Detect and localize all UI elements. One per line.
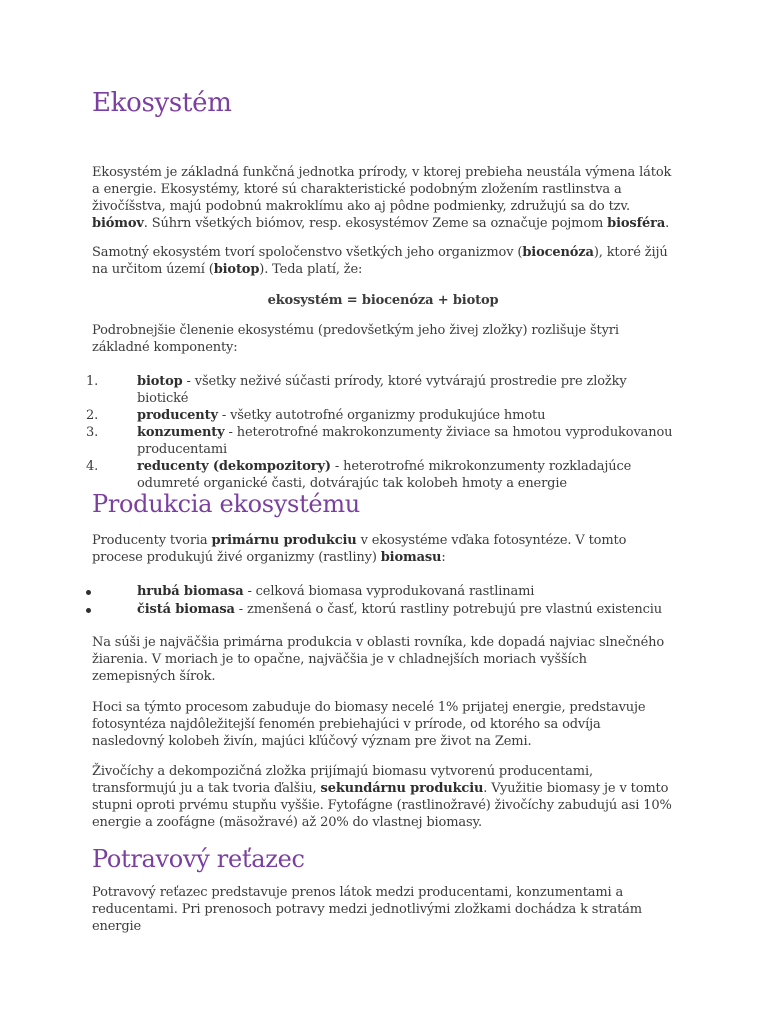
bullet-icon (86, 590, 91, 595)
formula: ekosystém = biocenóza + biotop (267, 293, 499, 308)
list-term: biotop (137, 374, 183, 389)
list-term: hrubá biomasa (137, 584, 244, 599)
text: : (441, 550, 446, 565)
list-item (0, 373, 680, 407)
bold-term-biocenoza: biocenóza (522, 245, 594, 260)
list-term: čistá biomasa (137, 602, 235, 617)
paragraph-potravovy-retazec: Potravový reťazec predstavuje prenos látok medzi producentami, konzumentami a reducentami. Pri prenosoch potravy medzi jednotlivými zložkami dochádza k stratám energie (92, 885, 642, 934)
bold-term-primarna: primárnu produkciu (211, 533, 357, 548)
heading-ekosystem: Ekosystém (92, 88, 232, 118)
paragraph-rovnik: Na súši je najväčšia primárna produkcia v oblasti rovníka, kde dopadá najviac slnečného žiarenia. V moriach je to opačne, najväčšia je v chladnejších moriach vyšších zemepisných šírok. (92, 635, 665, 684)
list-desc: - heterotrofné mikrokonzumenty rozkladajúce odumreté organické časti, dotvárajúc tak kolobeh hmoty a energie (137, 459, 632, 491)
bold-term-biomasu: biomasu (380, 550, 442, 565)
list-term: konzumenty (137, 425, 225, 440)
text: Živočíchy a dekompozičná zložka prijímajú biomasu vytvorenú producentami, transformujú ju a tak tvoria ďalšiu, (92, 764, 593, 796)
text: . Súhrn všetkých biómov, resp. ekosystémov Zeme sa označuje pojmom (143, 216, 608, 231)
list-desc: - heterotrofné makrokonzumenty živiace sa hmotou vyprodukovanou producentami (137, 425, 673, 457)
bold-term-sekundarna: sekundárnu produkciu (320, 781, 484, 796)
heading-potravovy-retazec: Potravový reťazec (92, 845, 305, 873)
paragraph-primarna-produkcia (92, 532, 674, 566)
text: ). Teda platí, že: (259, 262, 363, 277)
list-term: reducenty (dekompozitory) (137, 459, 331, 474)
list-number: 2. (86, 408, 99, 423)
list-item (0, 458, 680, 492)
bullet-icon (86, 608, 91, 613)
list-item (0, 424, 680, 458)
list-term: producenty (137, 408, 218, 423)
paragraph-ekosystem-definition (92, 164, 674, 232)
text: Producenty tvoria (92, 533, 212, 548)
list-number: 3. (86, 425, 99, 440)
list-item (0, 601, 680, 618)
list-desc: - všetky autotrofné organizmy produkujúce hmotu (217, 408, 546, 423)
text: . (665, 216, 670, 231)
list-item (0, 407, 680, 424)
bold-term-biotop: biotop (213, 262, 260, 277)
paragraph-fotosynteza: Hoci sa týmto procesom zabuduje do biomasy necelé 1% prijatej energie, predstavuje fotosyntéza najdôležitejší fenomén prebiehajúci v prírode, od ktorého sa odvíja nasledovný kolobeh živín, majúci kľúčový význam pre život na Zemi. (92, 700, 646, 749)
text: v ekosystéme vďaka fotosyntéze. V tomto procese produkujú živé organizmy (rastliny) (92, 533, 627, 565)
list-desc: - zmenšená o časť, ktorú rastliny potrebujú pre vlastnú existenciu (234, 602, 662, 617)
bold-term-biomov: biómov (92, 216, 144, 231)
biomass-list (0, 583, 680, 618)
text: ), ktoré žijú na určitom území ( (92, 245, 668, 277)
paragraph-biocenoza (92, 244, 674, 278)
list-number: 1. (86, 374, 99, 389)
list-desc: - celková biomasa vyprodukovaná rastlinami (243, 584, 535, 599)
heading-produkcia: Produkcia ekosystému (92, 490, 360, 518)
paragraph-components-intro: Podrobnejšie členenie ekosystému (predovšetkým jeho živej zložky) rozlišuje štyri základné komponenty: (92, 323, 619, 355)
bold-term-biosfera: biosféra (607, 216, 666, 231)
list-desc: - všetky neživé súčasti prírody, ktoré vytvárajú prostredie pre zložky biotické (137, 374, 627, 406)
text: Ekosystém je základná funkčná jednotka prírody, v ktorej prebieha neustála výmena látok a energie. Ekosystémy, ktoré sú charakteristické podobným zložením rastlinstva a živočíšstva, majú podobnú makroklímu ako aj pôdne podmienky, združujú sa do tzv. (92, 165, 672, 214)
list-item (0, 583, 680, 600)
text: . Využitie biomasy je v tomto stupni oproti prvému stupňu vyššie. Fytofágne (rastlinožravé) živočíchy zabudujú asi 10% energie a zoofágne (mäsožravé) až 20% do vlastnej biomasy. (92, 781, 672, 830)
text: Samotný ekosystém tvorí spoločenstvo všetkých jeho organizmov ( (92, 245, 523, 260)
list-number: 4. (86, 459, 99, 474)
components-list (0, 373, 680, 492)
paragraph-sekundarna-produkcia (92, 763, 674, 831)
